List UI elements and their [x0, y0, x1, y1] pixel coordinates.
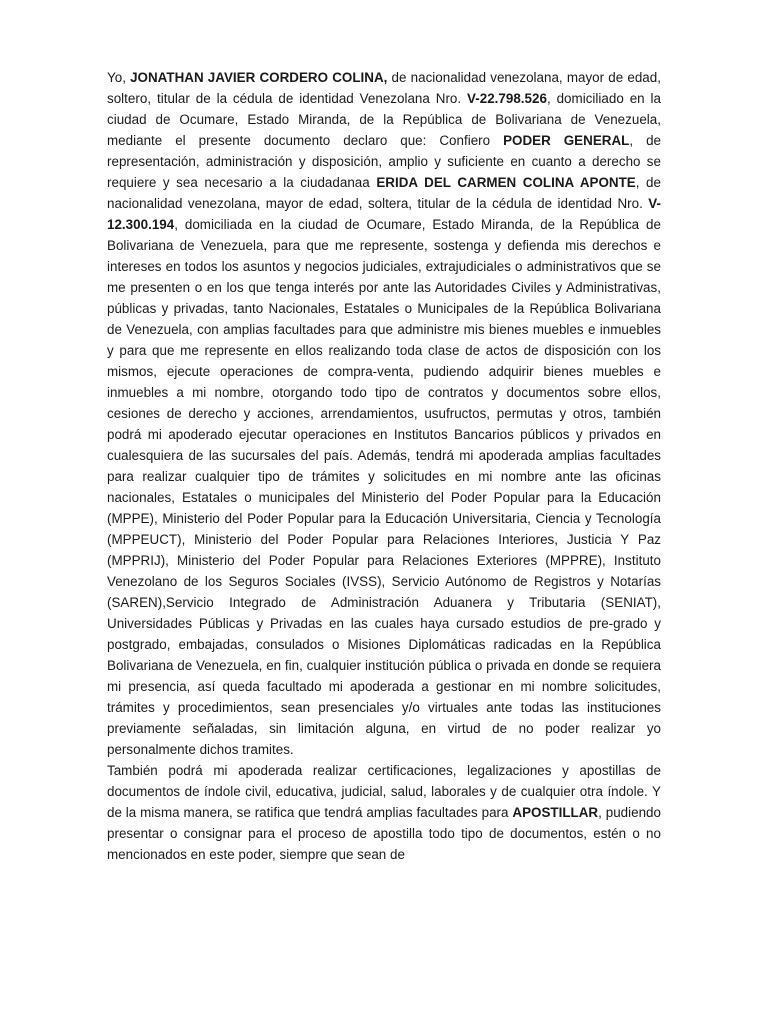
power-type: PODER GENERAL [503, 133, 630, 148]
attorney-id-number: V-12.300.194 [107, 196, 661, 232]
text-run: , pudiendo presentar o consignar para el proceso de apostilla todo tipo de documentos, estén o no mencionados en este poder, siempre que sean de [107, 805, 661, 862]
text-run: , de representación, administración y disposición, amplio y suficiente en cuanto a derecho se requiere y sea necesario a la ciudadanaa [107, 133, 662, 190]
apostille-keyword: APOSTILLAR [512, 805, 599, 820]
text-run: , domiciliada en la ciudad de Ocumare, Estado Miranda, de la República de Bolivariana de Venezuela, para que me represente, sostenga y defienda mis derechos e intereses en todos los asuntos y negocios judiciales, extrajudiciales o administrativos que se me presenten o en los que tenga interés por ante las Autoridades Civiles y Administrativas, públicas y privadas, tanto Nacionales, Estatales o Municipales de la República Bolivariana de Venezuela, con amplias facultades para que administre mis bienes muebles e inmuebles y para que me represente en ellos realizando toda clase de actos de disposición con los mismos, ejecute operaciones de compra-venta, pudiendo adquirir bienes muebles e inmuebles a mi nombre, otorgando todo tipo de contratos y documentos sobre ellos, cesiones de derecho y acciones, arrendamientos, usufructos, permutas y otros, también podrá mi apoderado ejecutar operaciones en Institutos Bancarios públicos y privados en cualesquiera de las sucursales del país. Además, tendrá mi apoderada amplias facultades para realizar cualquier tipo de trámites y solicitudes en mi nombre ante las oficinas nacionales, Estatales o municipales del Ministerio del Poder Popular para la Educación (MPPE), Ministerio del Poder Popular para la Educación Universitaria, Ciencia y Tecnología (MPPEUCT), Ministerio del Poder Popular para Relaciones Interiores, Justicia Y Paz (MPPRIJ), Ministerio del Poder Popular para Relaciones Exteriores (MPPRE), Instituto Venezolano de los Seguros Sociales (IVSS), Servicio Autónomo de Registros y Notarías (SAREN),Servicio Integrado de Administración Aduanera y Tributaria (SENIAT), Universidades Públicas y Privadas en las cuales haya cursado estudios de pre-grado y postgrado, embajadas, consulados o Misiones Diplomáticas radicadas en la República Bolivariana de Venezuela, en fin, cualquier institución pública o privada en donde se requiera mi presencia, así queda facultado mi apoderada a gestionar en mi nombre solicitudes, trámites y procedimientos, sean presenciales y/o virtuales ante todas las instituciones previamente señaladas, sin limitación alguna, en virtud de no poder realizar yo personalmente dichos tramites. [107, 217, 661, 757]
text-run: , de nacionalidad venezolana, mayor de edad, soltera, titular de la cédula de identidad Nro. [107, 175, 661, 211]
text-run: , domiciliado en la ciudad de Ocumare, Estado Miranda, de la República de Bolivariana de Venezuela, mediante el presente documento declaro que: Confiero [107, 91, 661, 148]
grantor-id-number: V-22.798.526 [467, 91, 547, 106]
paragraph-apostille [107, 760, 661, 865]
text-run: de nacionalidad venezolana, mayor de edad, soltero, titular de la cédula de identidad Venezolana Nro. [107, 70, 661, 106]
paragraph-power-of-attorney [107, 67, 661, 760]
grantor-name: JONATHAN JAVIER CORDERO COLINA, [130, 70, 388, 85]
text-run: También podrá mi apoderada realizar certificaciones, legalizaciones y apostillas de documentos de índole civil, educativa, judicial, salud, laborales y de cualquier otra índole. Y de la misma manera, se ratifica que tendrá amplias facultades para [107, 763, 661, 820]
attorney-name: ERIDA DEL CARMEN COLINA APONTE [376, 175, 636, 190]
text-run: Yo, [107, 70, 131, 85]
document-body [107, 67, 661, 865]
